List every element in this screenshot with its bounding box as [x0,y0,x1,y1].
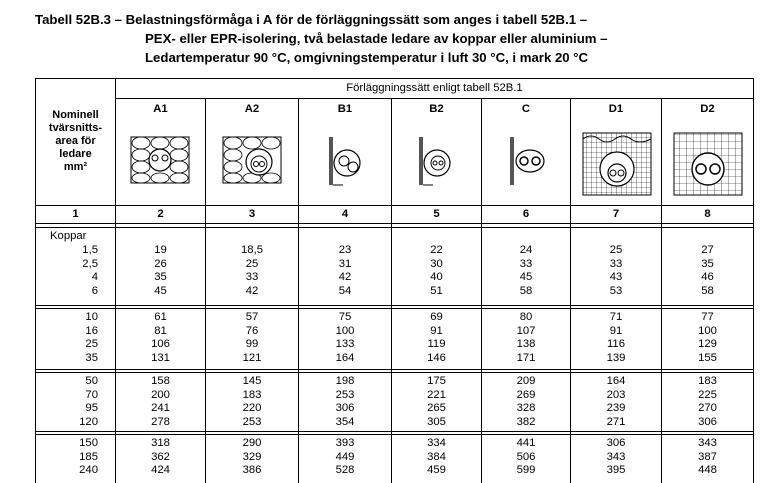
material-label: Koppar [50,230,87,242]
area-value: 70 [85,388,98,401]
current-value: 239 [606,402,626,414]
area-value: 95 [85,402,98,414]
current-value: 384 [427,450,446,463]
current-value: 119 [427,338,446,350]
current-value: 382 [516,415,536,428]
current-value: 18,5 [241,244,263,256]
current-value: 42 [338,271,352,283]
current-value: 386 [242,464,262,476]
current-value: 27 [701,244,714,256]
current-value: 175 [427,375,446,387]
current-value: 121 [242,351,262,364]
area-value: 2,5 [82,257,98,270]
current-value: 271 [606,415,626,428]
current-value: 100 [698,324,717,337]
current-value: 19 [154,244,167,256]
current-value: 30 [430,257,443,270]
current-value: 387 [698,450,717,463]
current-value: 269 [516,388,536,401]
current-value: 164 [335,351,355,364]
wall-conduit-single-icon [321,131,371,191]
method-header-a2: A2 [244,103,260,115]
current-value: 200 [151,388,170,401]
current-value: 80 [519,311,533,323]
current-value: 329 [242,450,262,463]
area-value: 120 [79,415,98,428]
current-value: 164 [606,375,626,387]
wall-conduit-multicore-icon [411,131,461,191]
area-value: 50 [85,375,98,387]
area-value: 185 [79,450,98,463]
method-header-c: C [521,103,531,115]
current-value: 46 [701,271,714,283]
area-value: 1,5 [82,244,98,256]
current-value: 221 [427,388,446,401]
col-number: 8 [704,208,711,220]
current-value: 305 [427,415,446,428]
title-line-2: PEX- eller EPR-isolering, två belastade ledare av koppar eller aluminium – [145,31,608,46]
current-value: 459 [427,464,446,476]
current-value: 35 [154,271,167,283]
current-value: 448 [698,464,717,476]
current-value: 265 [427,402,446,414]
current-value: 253 [335,388,355,401]
current-value: 77 [701,311,714,323]
current-value: 158 [151,375,170,387]
current-value: 43 [609,271,623,283]
current-value: 318 [151,437,170,449]
table-title [35,10,607,67]
area-value: 25 [85,338,98,350]
current-value: 71 [609,311,623,323]
area-value: 4 [91,271,98,283]
current-value: 35 [701,257,714,270]
current-value: 31 [338,257,352,270]
col-number: 7 [612,208,620,220]
current-value: 328 [516,402,536,414]
current-value: 91 [609,324,623,337]
current-value: 116 [606,338,625,350]
col-number: 3 [248,208,256,220]
current-value: 599 [516,464,536,476]
method-header-a1: A1 [153,103,168,115]
current-value: 183 [698,375,717,387]
current-value: 290 [242,437,262,449]
current-value: 225 [698,388,717,401]
current-value: 343 [606,450,626,463]
current-value: 25 [609,244,623,256]
current-value: 198 [335,375,355,387]
col-number: 4 [341,208,349,220]
current-value: 220 [242,402,262,414]
current-value: 75 [338,311,352,323]
current-value: 51 [430,284,443,297]
current-value: 155 [698,351,717,364]
current-value: 23 [338,244,352,256]
current-value: 76 [245,324,259,337]
current-value: 171 [516,351,536,364]
wall-clipped-cable-icon [504,131,554,191]
ampacity-table [35,78,754,483]
area-value: 10 [85,311,98,323]
current-value: 26 [154,257,167,270]
current-value: 139 [606,351,626,364]
area-value: 16 [85,324,98,337]
current-value: 145 [242,375,262,387]
current-value: 354 [335,415,355,428]
current-value: 241 [151,402,170,414]
area-value: 35 [85,351,98,364]
current-value: 24 [519,244,533,256]
insulated-wall-multicore-cable-icon [219,127,285,193]
area-value: 150 [79,437,98,449]
current-value: 40 [430,271,443,283]
insulated-wall-single-cable-icon [127,127,193,193]
current-value: 343 [698,437,717,449]
col-number: 5 [433,208,440,220]
current-value: 33 [245,271,259,283]
current-value: 99 [245,338,259,350]
current-value: 270 [698,402,717,414]
current-value: 506 [516,450,536,463]
title-line-1: Tabell 52B.3 – Belastningsförmåga i A för de förläggningssätt som anges i tabell 52B.1 – [35,12,588,27]
col-number: 1 [72,208,79,220]
current-value: 146 [427,351,446,364]
current-value: 58 [519,284,533,297]
current-value: 306 [335,402,355,414]
current-value: 393 [335,437,355,449]
current-value: 278 [151,415,170,428]
current-value: 528 [335,464,355,476]
method-group-header: Förläggningssätt enligt tabell 52B.1 [346,82,523,94]
current-value: 33 [609,257,623,270]
current-value: 42 [245,284,259,297]
method-header-d1: D1 [608,103,624,115]
current-value: 133 [335,338,355,350]
current-value: 107 [516,324,536,337]
current-value: 106 [151,338,170,350]
current-value: 91 [430,324,443,337]
current-value: 131 [151,351,170,364]
current-value: 45 [154,284,167,297]
current-value: 253 [242,415,262,428]
current-value: 61 [154,311,167,323]
area-value: 6 [91,284,98,297]
current-value: 25 [245,257,259,270]
ground-duct-icon [581,127,653,197]
area-column-header: Nominell tvärsnitts- area för ledare mm² [48,109,103,173]
current-value: 57 [245,311,259,323]
current-value: 53 [609,284,623,297]
method-header-d2: D2 [700,103,715,115]
current-value: 203 [606,388,626,401]
current-value: 58 [701,284,714,297]
method-header-b1: B1 [337,103,353,115]
current-value: 138 [516,338,536,350]
current-value: 54 [338,284,352,297]
ground-direct-cable-icon [672,127,744,197]
current-value: 306 [606,437,626,449]
current-value: 22 [430,244,443,256]
current-value: 424 [151,464,170,476]
current-value: 81 [154,324,167,337]
col-number: 6 [522,208,530,220]
current-value: 69 [430,311,443,323]
current-value: 395 [606,464,626,476]
current-value: 33 [519,257,533,270]
current-value: 45 [519,271,533,283]
current-value: 306 [698,415,717,428]
current-value: 334 [427,437,446,449]
current-value: 362 [151,450,170,463]
current-value: 441 [516,437,536,449]
current-value: 129 [698,338,717,350]
title-line-3: Ledartemperatur 90 °C, omgivningstemperatur i luft 30 °C, i mark 20 °C [145,50,589,65]
method-header-b2: B2 [429,103,444,115]
current-value: 209 [516,375,536,387]
current-value: 183 [242,388,262,401]
current-value: 100 [335,324,355,337]
area-value: 240 [79,464,98,476]
col-number: 2 [157,208,164,220]
current-value: 449 [335,450,355,463]
